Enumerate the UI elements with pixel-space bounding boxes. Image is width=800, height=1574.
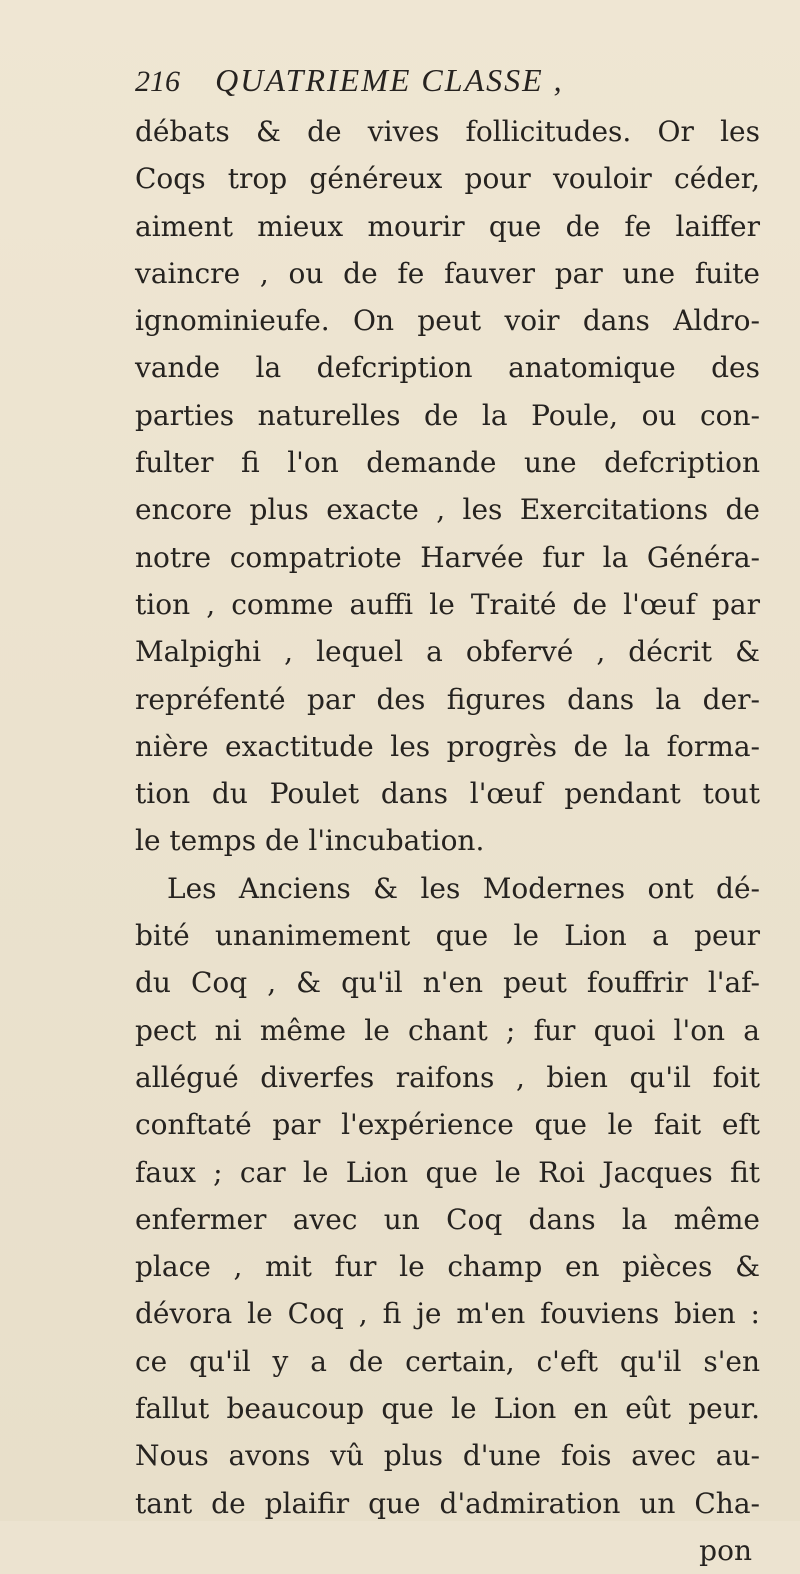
text-line: enfermer avec un Coq dans la même — [135, 1202, 760, 1236]
paragraph-start-line: Les Anciens & les Modernes ont dé- — [167, 871, 760, 905]
text-line: encore plus exacte , les Exercitations de — [135, 493, 760, 527]
text-line: repréfenté par des figures dans la der- — [135, 682, 760, 716]
text-line: tion du Poulet dans l'œuf pendant tout — [135, 777, 760, 811]
text-line: vaincre , ou de fe fauver par une fuite — [135, 256, 760, 290]
text-line: parties naturelles de la Poule, ou con- — [135, 398, 760, 432]
text-line: ignominieufe. On peut voir dans Aldro- — [135, 304, 760, 338]
text-line: dévora le Coq , fi je m'en fouviens bien : — [135, 1297, 760, 1331]
text-line: ce qu'il y a de certain, c'eft qu'il s'en — [135, 1344, 760, 1378]
text-line: vande la defcription anatomique des — [135, 351, 760, 385]
text-line: Nous avons vû plus d'une fois avec au- — [135, 1439, 760, 1473]
text-line: conftaté par l'expérience que le fait eft — [135, 1108, 760, 1142]
text-line: nière exactitude les progrès de la forma- — [135, 729, 760, 763]
text-line: tion , comme auffi le Traité de l'œuf par — [135, 587, 760, 621]
running-head-title: QUATRIEME CLASSE , — [215, 62, 564, 98]
page-number: 216 — [135, 65, 180, 98]
text-line: fulter fi l'on demande une defcription — [135, 446, 760, 480]
text-line: tant de plaifir que d'admiration un Cha- — [135, 1486, 760, 1520]
running-head — [135, 62, 564, 106]
text-line: notre compatriote Harvée fur la Généra- — [135, 540, 760, 574]
paragraph-end-line: le temps de l'incubation. — [135, 824, 485, 858]
text-line: faux ; car le Lion que le Roi Jacques fit — [135, 1155, 760, 1189]
text-line: aiment mieux mourir que de fe laiffer — [135, 209, 760, 243]
text-line: bité unanimement que le Lion a peur — [135, 919, 760, 953]
text-line: pect ni même le chant ; fur quoi l'on a — [135, 1013, 760, 1047]
text-line: Malpighi , lequel a obfervé , décrit & — [135, 635, 760, 669]
catchword: pon — [699, 1533, 752, 1567]
text-line: Coqs trop généreux pour vouloir céder, — [135, 162, 760, 196]
text-line: du Coq , & qu'il n'en peut fouffrir l'af- — [135, 966, 760, 1000]
body-text — [135, 108, 760, 1574]
text-line: allégué diverfes raifons , bien qu'il foit — [135, 1060, 760, 1094]
text-line: fallut beaucoup que le Lion en eût peur. — [135, 1392, 760, 1426]
text-line: débats & de vives follicitudes. Or les — [135, 115, 760, 148]
text-line: place , mit fur le champ en pièces & — [135, 1250, 760, 1284]
